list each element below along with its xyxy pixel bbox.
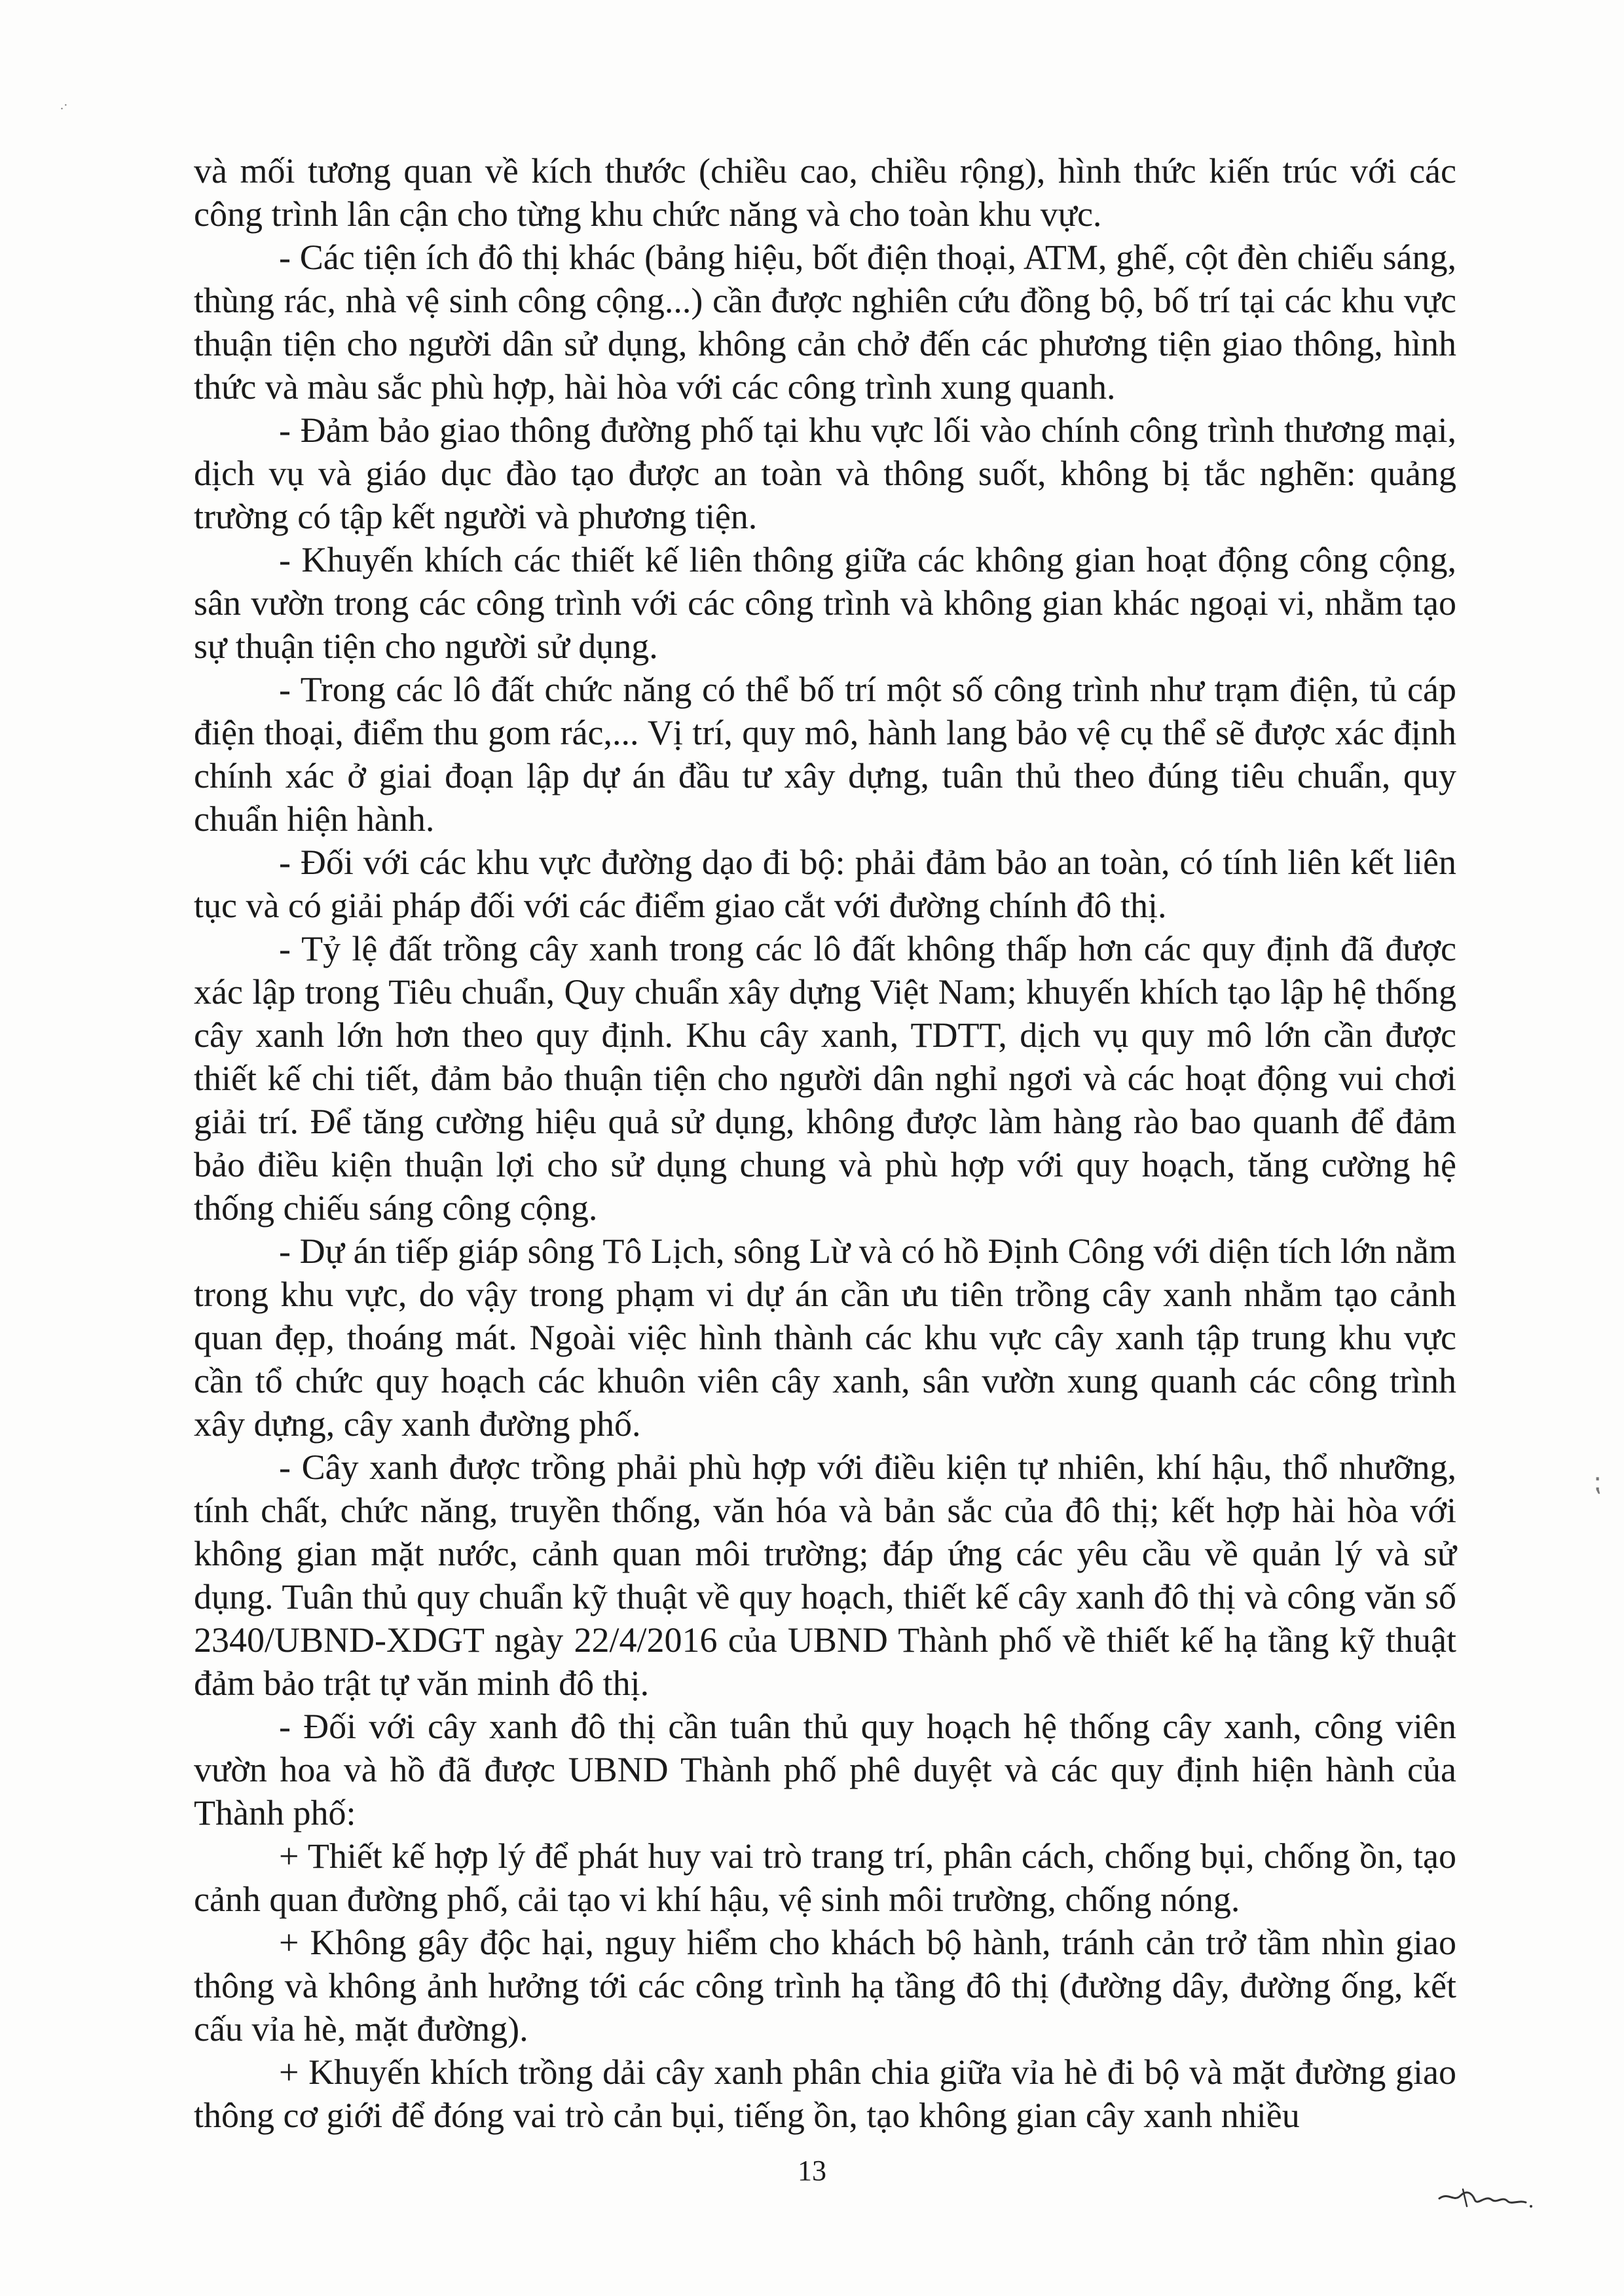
paragraph-2: - Các tiện ích đô thị khác (bảng hiệu, bốt điện thoại, ATM, ghế, cột đèn chiếu sáng, thùng rác, nhà vệ sinh công cộng...) cần được nghiên cứu đồng bộ, bố trí tại các khu vực thuận tiện cho người dân sử dụng, không cản chở đến các phương tiện giao thông, hình thức và màu sắc phù hợp, hài hòa với các công trình xung quanh. <box>194 238 1456 407</box>
paragraph-7: - Tỷ lệ đất trồng cây xanh trong các lô đất không thấp hơn các quy định đã được xác lập trong Tiêu chuẩn, Quy chuẩn xây dựng Việt Nam; khuyến khích tạo lập hệ thống cây xanh lớn hơn theo quy định. Khu cây xanh, TDTT, dịch vụ quy mô lớn cần được thiết kế chi tiết, đảm bảo thuận tiện cho người dân nghỉ ngơi và các hoạt động vui chơi giải trí. Để tăng cường hiệu quả sử dụng, không được làm hàng rào bao quanh để đảm bảo điều kiện thuận lợi cho sử dụng chung và phù hợp với quy hoạch, tăng cường hệ thống chiếu sáng công cộng. <box>194 929 1456 1228</box>
paragraph-8: - Dự án tiếp giáp sông Tô Lịch, sông Lừ và có hồ Định Công với diện tích lớn nằm trong khu vực, do vậy trong phạm vi dự án cần ưu tiên trồng cây xanh nhằm tạo cảnh quan đẹp, thoáng mát. Ngoài việc hình thành các khu vực cây xanh tập trung khu vực cần tổ chức quy hoạch các khuôn viên cây xanh, sân vườn xung quanh các công trình xây dựng, cây xanh đường phố. <box>194 1231 1456 1444</box>
page-number: 13 <box>798 2155 826 2187</box>
handwritten-initials <box>1434 2180 1539 2219</box>
document-body <box>194 149 1456 2137</box>
paragraph-5: - Trong các lô đất chức năng có thể bố trí một số công trình như trạm điện, tủ cáp điện thoại, điểm thu gom rác,... Vị trí, quy mô, hành lang bảo vệ cụ thể sẽ được xác định chính xác ở giai đoạn lập dự án đầu tư xây dựng, tuân thủ theo đúng tiêu chuẩn, quy chuẩn hiện hành. <box>194 670 1456 839</box>
paragraph-6: - Đối với các khu vực đường dạo đi bộ: phải đảm bảo an toàn, có tính liên kết liên tục và có giải pháp đối với các điểm giao cắt với đường chính đô thị. <box>194 843 1456 925</box>
paragraph-11: + Thiết kế hợp lý để phát huy vai trò trang trí, phân cách, chống bụi, chống ồn, tạo cảnh quan đường phố, cải tạo vi khí hậu, vệ sinh môi trường, chống nóng. <box>194 1836 1456 1919</box>
paragraph-9: - Cây xanh được trồng phải phù hợp với điều kiện tự nhiên, khí hậu, thổ nhưỡng, tính chất, chức năng, truyền thống, văn hóa và bản sắc của đô thị; kết hợp hài hòa với không gian mặt nước, cảnh quan môi trường; đáp ứng các yêu cầu về quản lý và sử dụng. Tuân thủ quy chuẩn kỹ thuật về quy hoạch, thiết kế cây xanh đô thị và công văn số 2340/UBND-XDGT ngày 22/4/2016 của UBND Thành phố về thiết kế hạ tầng kỹ thuật đảm bảo trật tự văn minh đô thị. <box>194 1448 1456 1703</box>
paragraph-1: và mối tương quan về kích thước (chiều cao, chiều rộng), hình thức kiến trúc với các công trình lân cận cho từng khu chức năng và cho toàn khu vực. <box>194 151 1456 234</box>
paragraph-4: - Khuyến khích các thiết kế liên thông giữa các không gian hoạt động công cộng, sân vườn trong các công trình với các công trình và không gian khác ngoại vi, nhằm tạo sự thuận tiện cho người sử dụng. <box>194 540 1456 666</box>
paragraph-12: + Không gây độc hại, nguy hiểm cho khách bộ hành, tránh cản trở tầm nhìn giao thông và không ảnh hưởng tới các công trình hạ tầng đô thị (đường dây, đường ống, kết cấu vỉa hè, mặt đường). <box>194 1923 1456 2049</box>
paragraph-10: - Đối với cây xanh đô thị cần tuân thủ quy hoạch hệ thống cây xanh, công viên vườn hoa và hồ đã được UBND Thành phố phê duyệt và các quy định hiện hành của Thành phố: <box>194 1707 1456 1832</box>
paragraph-3: - Đảm bảo giao thông đường phố tại khu vực lối vào chính công trình thương mại, dịch vụ và giáo dục đào tạo được an toàn và thông suốt, không bị tắc nghẽn: quảng trường có tập kết người và phương tiện. <box>194 410 1456 536</box>
scan-speck-right: ⁏ <box>1593 1467 1602 1497</box>
paragraph-13: + Khuyến khích trồng dải cây xanh phân chia giữa vỉa hè đi bộ và mặt đường giao thông cơ giới để đóng vai trò cản bụi, tiếng ồn, tạo không gian cây xanh nhiều <box>194 2052 1456 2135</box>
scan-speck-top-left: .· <box>60 98 68 113</box>
